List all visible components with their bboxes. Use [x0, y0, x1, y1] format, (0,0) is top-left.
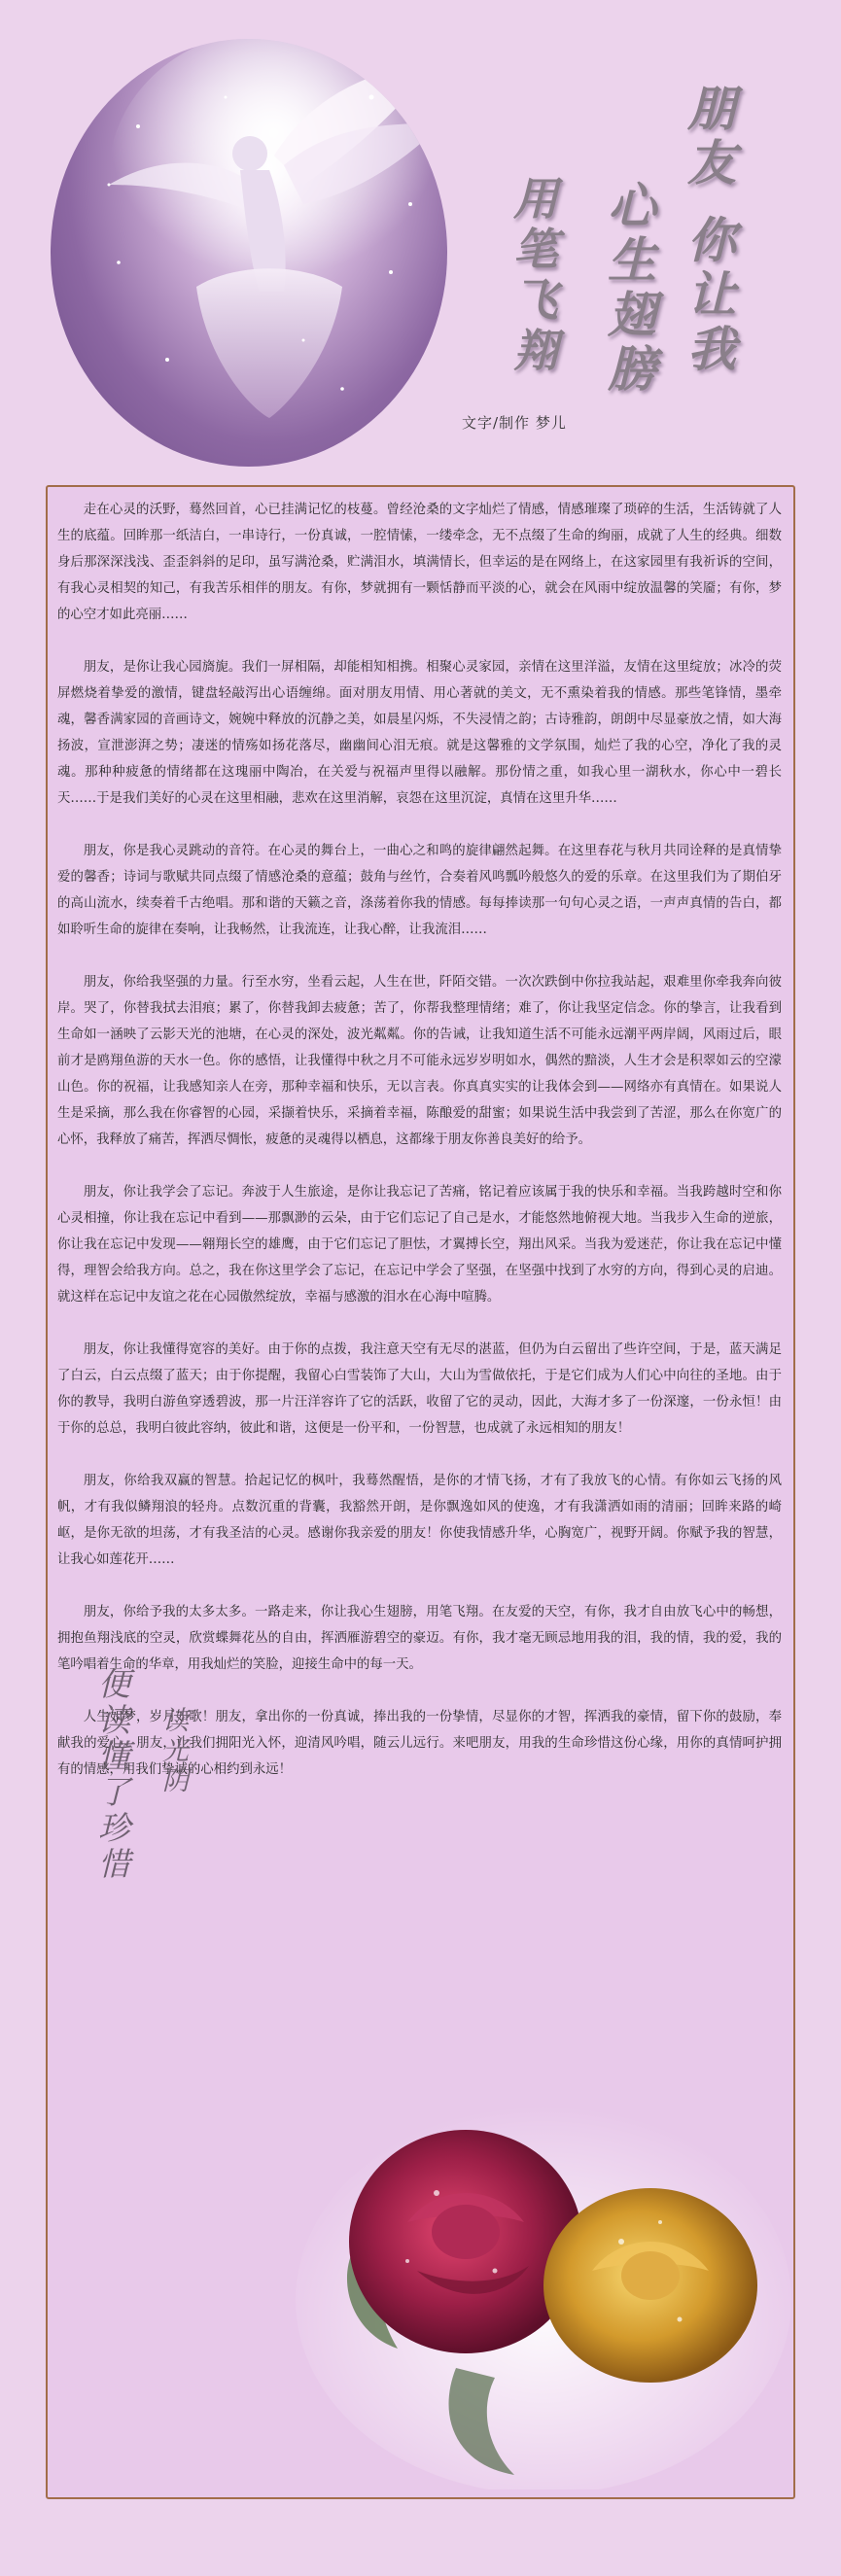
article-body [57, 497, 782, 1809]
title-column-3: 用笔飞翔 [507, 175, 559, 377]
roses-image [291, 2076, 791, 2489]
title-column-2: 心生翅膀 [600, 180, 657, 398]
paragraph-2: 朋友，是你让我心园旖旎。我们一屏相隔，却能相知相携。相聚心灵家园，亲情在这里洋溢，友情在这里绽放；冰冷的荧屏燃烧着挚爱的激情，键盘轻敲泻出心语缠绵。面对朋友用情、用心著就的美文，无不熏染着我的情感。那些笔锋情，墨牵魂，馨香满家园的音画诗文，婉婉中释放的沉静之美，如晨星闪烁，不失浸情之韵；古诗雅韵，朗朗中尽显豪放之情，如大海扬波，宣泄澎湃之势；凄迷的情殇如扬花落尽，幽幽间心泪无痕。就是这馨雅的文学氛围，灿烂了我的心空，净化了我的灵魂。那种种疲惫的情绪都在这瑰丽中陶冶，在关爱与祝福声里得以融解。那份情之重，如我心里一湖秋水，你心中一碧长天……于是我们美好的心灵在这里相融，悲欢在这里消解，哀怨在这里沉淀，真情在这里升华…… [57, 660, 782, 806]
paragraph-6: 朋友，你让我懂得宽容的美好。由于你的点拨，我注意天空有无尽的湛蓝，但仍为白云留出了些许空间，于是，蓝天满足了白云，白云点缀了蓝天；由于你提醒，我留心白雪装饰了大山，大山为雪做依托，于是它们成为人们心中向往的圣地。由于你的教导，我明白游鱼穿透碧波，那一片汪洋容许了它的活跃，收留了它的灵动，因此，大海才多了一份深邃，一份永恒！由于你的总总，我明白彼此容纳，彼此和谐，这便是一份平和，一份智慧，也成就了永远相知的朋友！ [57, 1342, 782, 1436]
paragraph-3: 朋友，你是我心灵跳动的音符。在心灵的舞台上，一曲心之和鸣的旋律翩然起舞。在这里春花与秋月共同诠释的是真情挚爱的馨香；诗词与歌赋共同点缀了情感沧桑的意蕴；鼓角与丝竹，合奏着风鸣瓢吟般悠久的爱的乐章。在这里我们为了期伯牙的高山流水，续奏着千古绝唱。那和谐的天籁之音，涤荡着你我的情感。每每捧读那一句句心灵之语，一声声真情的告白，都如聆听生命的旋律在奏响，让我畅然，让我流连，让我心醉，让我流泪…… [57, 844, 782, 937]
paragraph-8: 朋友，你给予我的太多太多。一路走来，你让我心生翅膀，用笔飞翔。在友爱的天空，有你，我才自由放飞心中的畅想，拥抱鱼翔浅底的空灵，欣赏蝶舞花丛的自由，挥洒雁游碧空的豪迈。有你，我才毫无顾忌地用我的泪，我的情，我的爱，我的笔吟唱着生命的华章，用我灿烂的笑脸，迎接生命中的每一天。 [57, 1605, 782, 1672]
paragraph-7: 朋友，你给我双赢的智慧。拾起记忆的枫叶，我蓦然醒悟，是你的才情飞扬，才有了我放飞的心情。有你如云飞扬的风帆，才有我似鳞翔浪的轻舟。点数沉重的背囊，我豁然开朗，是你飘逸如风的使逸，才有我潇洒如雨的清丽；回眸来路的崎岖，是你无欲的坦荡，才有我圣洁的心灵。感谢你我亲爱的朋友！你使我情感升华，心胸宽广，视野开阔。你赋予我的智慧，让我心如莲花开…… [57, 1474, 782, 1567]
poem-line-1: 便读懂了珍惜 [93, 1667, 131, 1883]
author-credit: 文字/制作 梦儿 [462, 414, 567, 432]
header-banner [0, 0, 841, 476]
paragraph-9: 人生如梦，岁月如歌！朋友，拿出你的一份真诚，捧出我的一份挚情，尽显你的才智，挥洒我的豪情，留下你的鼓励，奉献我的爱心。朋友，让我们拥阳光入怀，迎清风吟唱，随云儿远行。来吧朋友，用我的生命珍惜这份心缘，用你的真情呵护拥有的情感，用我们挚诚的心相约到永远！ [57, 1710, 782, 1777]
paragraph-5: 朋友，你让我学会了忘记。奔波于人生旅途，是你让我忘记了苦痛，铭记着应该属于我的快乐和幸福。当我跨越时空和你心灵相撞，你让我在忘记中看到——那飘渺的云朵，由于它们忘记了自己是水，才能悠然地俯视大地。当我步入生命的逆旅，你让我在忘记中发现——翱翔长空的雄鹰，由于它们忘记了胆怯，才翼搏长空，翔出风采。当我为爱迷茫，你让我在忘记中懂得，理智会给我方向。总之，我在你这里学会了忘记，在忘记中学会了坚强，在坚强中找到了水穷的方向，得到心灵的启迪。就这样在忘记中友谊之花在心园傲然绽放，幸福与感激的泪水在心海中喧腾。 [57, 1185, 782, 1305]
angel-dancer-image [51, 39, 447, 467]
poem-line-2: 读光阴 [158, 1706, 188, 1796]
paragraph-1: 走在心灵的沃野，蓦然回首，心已挂满记忆的枝蔓。曾经沧桑的文字灿烂了情感，情感璀璨了琐碎的生活，生活铸就了人生的底蕴。回眸那一纸洁白，一串诗行，一份真诚，一腔情愫，一缕牵念，无不点缀了生命的绚丽，成就了人生的经典。细数身后那深深浅浅、歪歪斜斜的足印，虽写满沧桑，贮满泪水，填满情长，但幸运的是在网络上，在这家园里有我祈诉的空间，有我心灵相契的知己，有我苦乐相伴的朋友。有你，梦就拥有一颗恬静而平淡的心，就会在风雨中绽放温馨的笑靥；有你，梦的心空才如此亮丽…… [57, 503, 782, 622]
article-card [46, 485, 795, 2499]
paragraph-4: 朋友，你给我坚强的力量。行至水穷，坐看云起，人生在世，阡陌交错。一次次跌倒中你拉我站起，艰难里你牵我奔向彼岸。哭了，你替我拭去泪痕；累了，你替我卸去疲惫；苦了，你帮我整理情绪；难了，你让我坚定信念。你的挚言，让我看到生命如一涵映了云影天光的池塘，在心灵的深处，波光粼粼。你的告诫，让我知道生活不可能永远潮平两岸阔，风雨过后，眼前才是鸥翔鱼游的天水一色。你的感悟，让我懂得中秋之月不可能永远岁岁明如水，偶然的黯淡，人生才会是积翠如云的空濛山色。你的祝福，让我感知亲人在旁，那种幸福和快乐，无以言表。你真真实实的让我体会到——网络亦有真情在。如果说人生是采摘，那么我在你睿智的心园，采撷着快乐，采摘着幸福，陈酿爱的甜蜜；如果说生活中我尝到了苦涩，那么在你宽广的心怀，我释放了痛苦，挥洒尽惆怅，疲惫的灵魂得以栖息，这都缘于朋友你善良美好的给予。 [57, 975, 782, 1147]
title-column-1: 朋友 你让我 [680, 83, 737, 378]
